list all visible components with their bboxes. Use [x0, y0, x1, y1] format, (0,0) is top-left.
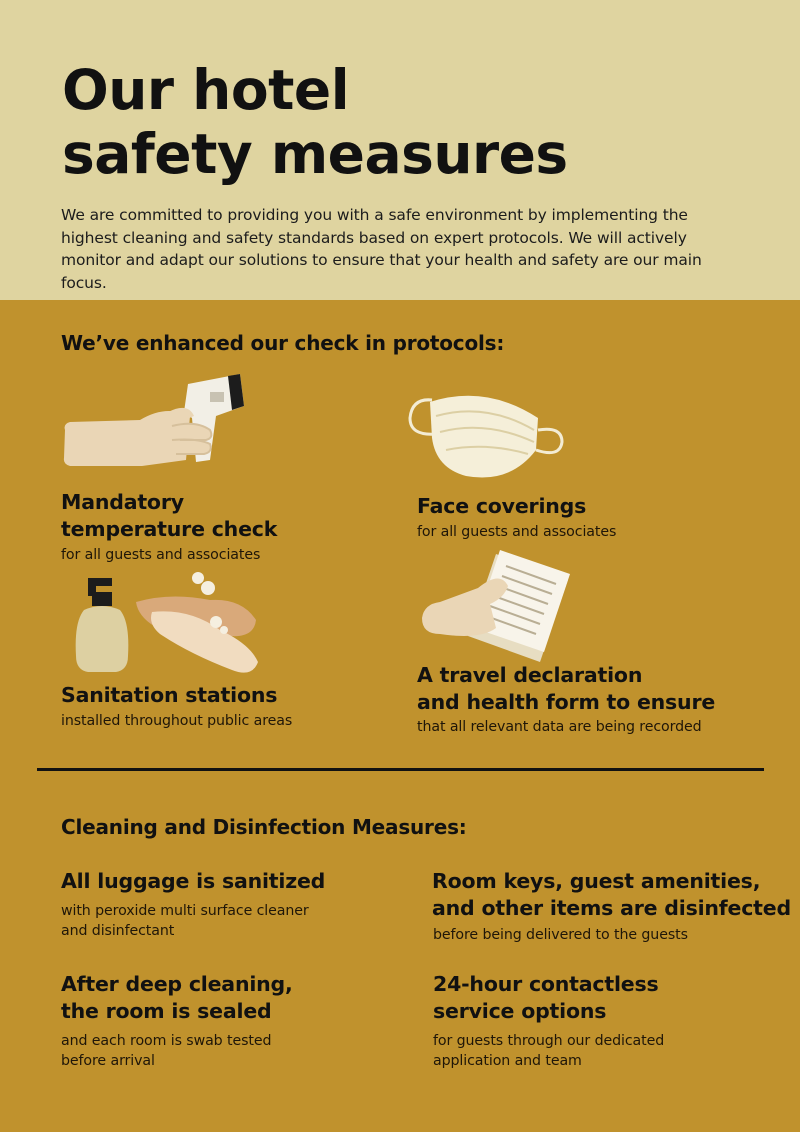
desc-line: installed throughout public areas	[61, 713, 293, 729]
title-line: Sanitation stations	[61, 683, 278, 707]
checkin-item-temperature-desc	[61, 545, 260, 565]
checkin-heading: We’ve enhanced our check in protocols:	[61, 331, 505, 355]
title-line: and health form to ensure	[417, 690, 716, 714]
checkin-item-declaration-title	[417, 662, 715, 716]
title-line: service options	[433, 999, 607, 1023]
title-line: A travel declaration	[417, 663, 643, 687]
title-line: Room keys, guest amenities,	[432, 869, 761, 893]
checkin-item-face-title	[417, 493, 586, 520]
checkin-item-sanitation-title	[61, 682, 277, 709]
cleaning-item-sealed-desc	[61, 1031, 271, 1071]
checkin-item-declaration-desc	[417, 717, 702, 737]
checkin-item-face-desc	[417, 522, 616, 542]
cleaning-heading: Cleaning and Disinfection Measures:	[61, 815, 467, 839]
title-line: and other items are disinfected	[432, 896, 791, 920]
title-line: All luggage is sanitized	[61, 869, 326, 893]
cleaning-item-roomkeys-title	[432, 868, 791, 922]
intro-paragraph: We are committed to providing you with a safe environment by implementing the highest cleaning and safety standards based on expert protocols. We will actively monitor and adapt our solutions to ensure that your health and safety are our main focus.	[61, 206, 702, 292]
title-line: After deep cleaning,	[61, 972, 293, 996]
page-title-line-1: Our hotel	[62, 58, 350, 122]
title-line: temperature check	[61, 517, 278, 541]
title-line: Mandatory	[61, 490, 184, 514]
checkin-item-temperature-title	[61, 489, 277, 543]
cleaning-item-contactless-title	[433, 971, 659, 1025]
desc-line: and disinfectant	[61, 923, 175, 939]
desc-line: before arrival	[61, 1053, 155, 1069]
desc-line: for guests through our dedicated	[433, 1033, 665, 1049]
face-mask-icon	[406, 390, 566, 482]
cleaning-item-luggage-desc	[61, 901, 309, 941]
desc-line: for all guests and associates	[61, 547, 261, 563]
page-title	[62, 58, 568, 186]
title-line: 24-hour contactless	[433, 972, 659, 996]
desc-line: for all guests and associates	[417, 524, 617, 540]
page-title-line-2: safety measures	[62, 122, 568, 186]
desc-line: with peroxide multi surface cleaner	[61, 903, 309, 919]
cleaning-item-luggage-title	[61, 868, 325, 895]
desc-line: application and team	[433, 1053, 582, 1069]
checkin-item-sanitation-desc	[61, 711, 292, 731]
cleaning-item-roomkeys-desc	[433, 925, 688, 945]
thermometer-gun-icon	[60, 372, 250, 472]
cleaning-item-sealed-title	[61, 971, 293, 1025]
title-line: the room is sealed	[61, 999, 272, 1023]
section-divider	[37, 768, 764, 771]
desc-line: before being delivered to the guests	[433, 927, 688, 943]
desc-line: that all relevant data are being recorded	[417, 719, 702, 735]
desc-line: and each room is swab tested	[61, 1033, 272, 1049]
title-line: Face coverings	[417, 494, 587, 518]
cleaning-item-contactless-desc	[433, 1031, 664, 1071]
health-form-icon	[420, 548, 576, 664]
hand-sanitizer-icon	[70, 570, 270, 682]
